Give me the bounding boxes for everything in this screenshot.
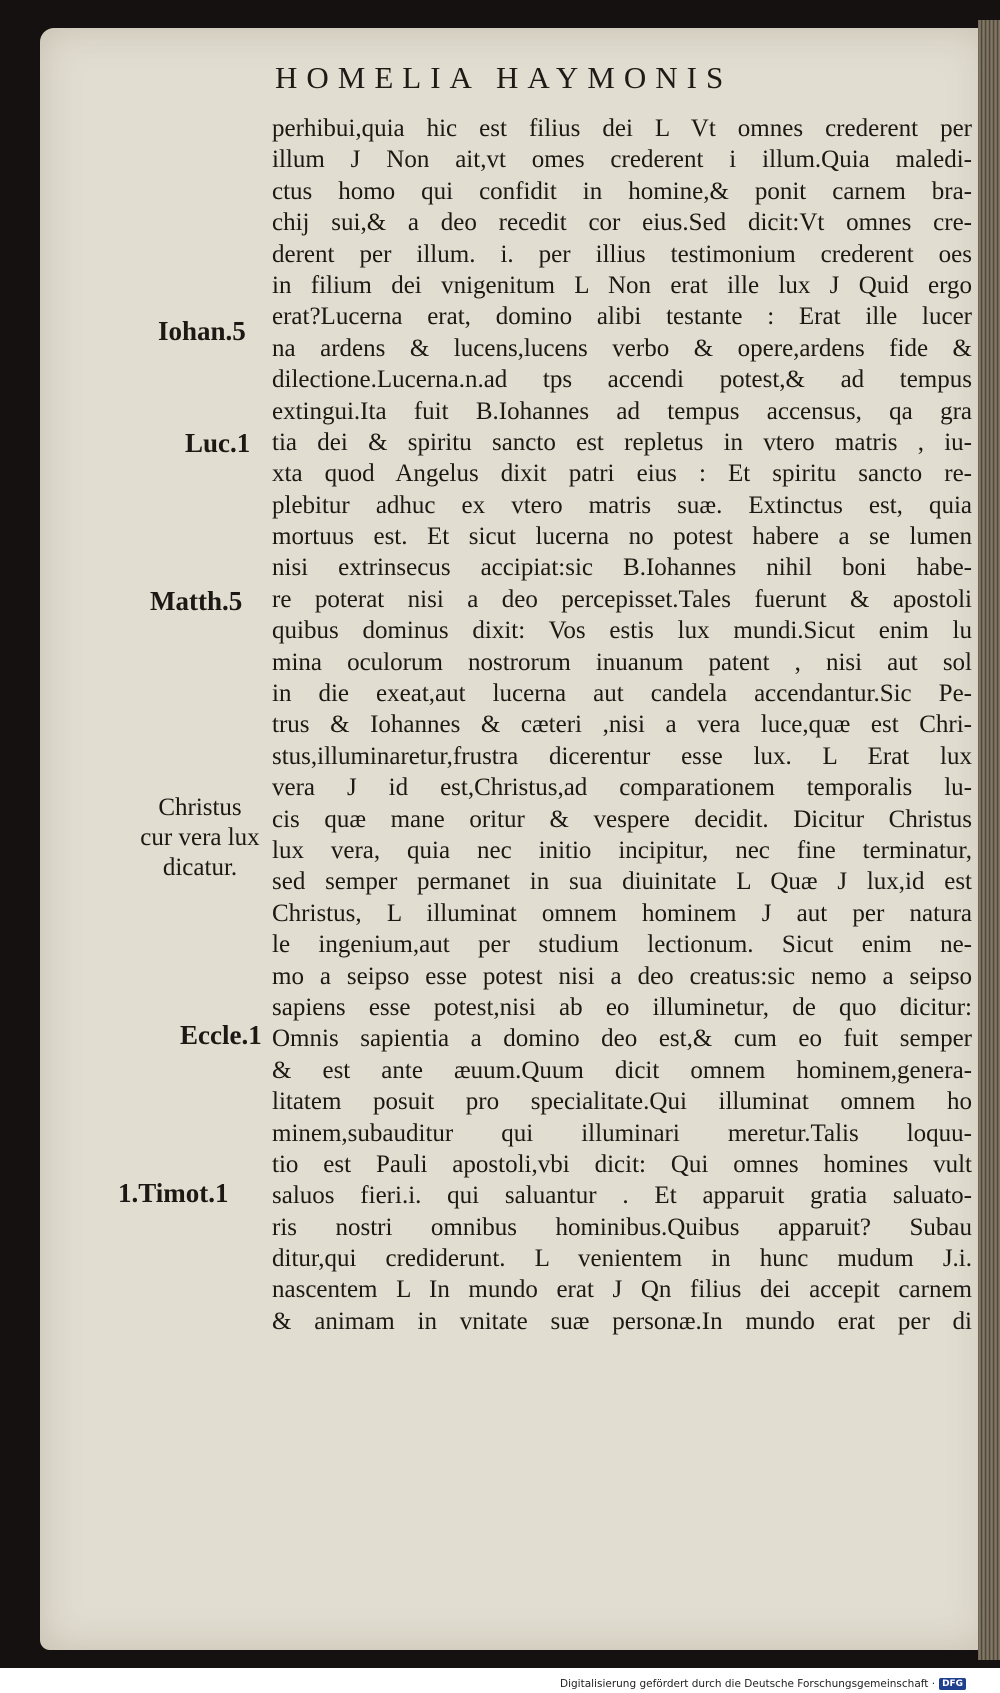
text-line: perhibui,quia hic est filius dei L Vt omnes crederent per: [272, 115, 972, 142]
text-line: mina oculorum nostrorum inuanum patent , nisi aut sol: [272, 648, 972, 676]
text-line: & est ante æuum.Quum dicit omnem hominem,genera-: [272, 1056, 972, 1084]
text-line: stus,illuminaretur,frustra dicerentur esse lux. L Erat lux: [272, 742, 972, 770]
margin-note-timot: 1.Timot.1: [118, 1178, 229, 1208]
text-line: cis quæ mane oritur & vespere decidit. Dicitur Christus: [272, 805, 972, 833]
margin-note-luc: Luc.1: [185, 428, 251, 458]
text-line: mortuus est. Et sicut lucerna no potest habere a se lumen: [272, 523, 972, 551]
text-line: plebitur adhuc ex vtero matris suæ. Extinctus est, quia: [272, 491, 972, 519]
text-line: dilectione.Lucerna.n.ad tps accendi potest,& ad tempus: [272, 366, 972, 394]
text-line: nascentem L In mundo erat J Qn filius dei accepit carnem: [272, 1276, 972, 1304]
text-line: sed semper permanet in sua diuinitate L Quæ J lux,id est: [272, 868, 972, 896]
text-line: vera J id est,Christus,ad comparationem temporalis lu-: [272, 774, 972, 802]
margin-note-matth: Matth.5: [150, 586, 243, 616]
text-line: xta quod Angelus dixit patri eius : Et spiritu sancto re-: [272, 460, 972, 488]
text-line: & animam in vnitate suæ personæ.In mundo erat per di: [272, 1307, 972, 1335]
margin-note-iohan: Iohan.5: [158, 316, 246, 346]
text-line: extingui.Ita fuit B.Iohannes ad tempus accensus, qa gra: [272, 397, 972, 425]
text-line: re poterat nisi a deo percepisset.Tales fuerunt & apostoli: [272, 585, 972, 613]
footer-text: Digitalisierung gefördert durch die Deutsche Forschungsgemeinschaft ·: [560, 1677, 936, 1690]
running-head: HOMELIA HAYMONIS: [275, 60, 733, 95]
text-line: na ardens & lucens,lucens verbo & opere,ardens fide &: [272, 334, 972, 362]
text-line: in die exeat,aut lucerna aut candela accendantur.Sic Pe-: [272, 680, 972, 708]
margin-note-eccle: Eccle.1: [180, 1020, 262, 1050]
text-line: tia dei & spiritu sancto est repletus in vtero matris , iu-: [272, 428, 972, 456]
text-line: ditur,qui crediderunt. L venientem in hunc mudum J.i.: [272, 1245, 972, 1273]
margin-note-line: Christus: [158, 794, 242, 821]
margin-note-line: dicatur.: [162, 854, 238, 881]
text-line: nisi extrinsecus accipiat:sic B.Iohannes nihil boni habe-: [272, 554, 972, 582]
text-line: minem,subauditur qui illuminari meretur.Talis loquu-: [272, 1119, 972, 1147]
margin-note-line: cur vera lux: [140, 824, 260, 851]
page-edge: [978, 20, 1000, 1660]
margin-note-christus: [134, 793, 266, 883]
text-line: mo a seipso esse potest nisi a deo creatus:sic nemo a seipso: [272, 962, 972, 990]
text-line: in filium dei vnigenitum L Non erat ille lux J Quid ergo: [272, 271, 972, 299]
footer-credit: [560, 1674, 1000, 1693]
text-line: litatem posuit pro specialitate.Qui illuminat omnem ho: [272, 1088, 972, 1116]
text-line: sapiens esse potest,nisi ab eo illuminetur, de quo dicitur:: [272, 993, 972, 1021]
text-line: ris nostri omnibus hominibus.Quibus apparuit? Subau: [272, 1213, 972, 1241]
text-line: Omnis sapientia a domino deo est,& cum eo fuit semper: [272, 1025, 972, 1053]
text-line: le ingenium,aut per studium lectionum. Sicut enim ne-: [272, 931, 972, 959]
text-line: Christus, L illuminat omnem hominem J aut per natura: [272, 899, 972, 927]
text-line: ctus homo qui confidit in homine,& ponit carnem bra-: [272, 177, 972, 205]
text-line: illum J Non ait,vt omes crederent i illum.Quia maledi-: [272, 146, 972, 174]
text-line: lux vera, quia nec initio incipitur, nec fine terminatur,: [272, 836, 972, 864]
text-line: erat?Lucerna erat, domino alibi testante : Erat ille lucer: [272, 303, 972, 331]
text-line: tio est Pauli apostoli,vbi dicit: Qui omnes homines vult: [272, 1150, 972, 1178]
text-line: quibus dominus dixit: Vos estis lux mundi.Sicut enim lu: [272, 617, 972, 645]
main-text-block: [272, 113, 972, 1337]
text-line: saluos fieri.i. qui saluantur . Et apparuit gratia saluato-: [272, 1182, 972, 1210]
text-line: derent per illum. i. per illius testimonium crederent oes: [272, 240, 972, 268]
text-line: trus & Iohannes & cæteri ,nisi a vera luce,quæ est Chri-: [272, 711, 972, 739]
dfg-logo: DFG: [939, 1678, 966, 1690]
text-line: chij sui,& a deo recedit cor eius.Sed dicit:Vt omnes cre-: [272, 209, 972, 237]
